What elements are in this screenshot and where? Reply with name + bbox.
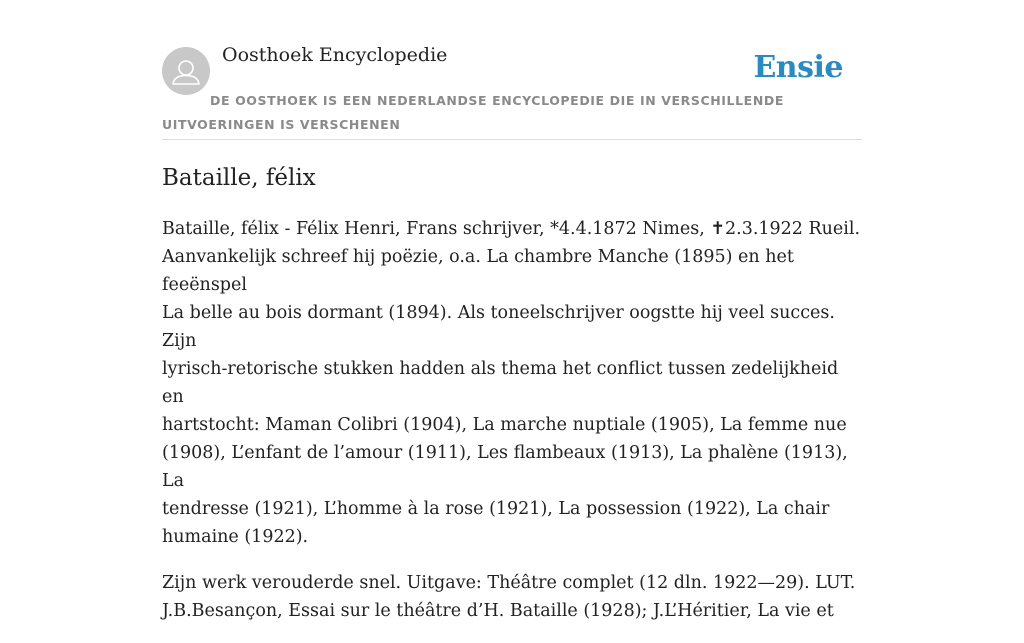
- entry-title: Bataille, félix: [162, 165, 316, 191]
- header-divider: [162, 139, 862, 140]
- entry-paragraph: Bataille, félix - Félix Henri, Frans schrijver, *4.4.1872 Nimes, ✝2.3.1922 Rueil. Aanvankelijk schreef hij poëzie, o.a. La chambre Manche (1895) en het feeënspel La belle au bois dormant (1894). Als toneelschrijver oogstte hij veel succes. Zijn lyrisch-retorische stukken hadden als thema het conflict tussen zedelijkheid en hartstocht: Maman Colibri (1904), La marche nuptiale (1905), La femme nue (1908), L’enfant de l’amour (1911), Les flambeaux (1913), La phalène (1913), La tendresse (1921), L’homme à la rose (1921), La possession (1922), La chair humaine (1922).: [162, 219, 861, 547]
- user-icon: [162, 47, 210, 95]
- source-title[interactable]: Oosthoek Encyclopedie: [222, 44, 448, 66]
- entry-content: [162, 215, 862, 643]
- source-description: DE OOSTHOEK IS EEN NEDERLANDSE ENCYCLOPEDIE DIE IN VERSCHILLENDE UITVOERINGEN IS VERSCHENEN: [162, 93, 784, 132]
- brand-logo[interactable]: Ensie: [753, 50, 843, 85]
- entry-paragraph: Zijn werk verouderde snel. Uitgave: Théâtre complet (12 dln. 1922—29). LUT. J.B.Besançon, Essai sur le théâtre d’H. Bataille (1928); J.L’Héritier, La vie et: [162, 573, 856, 621]
- source-avatar[interactable]: [162, 47, 210, 95]
